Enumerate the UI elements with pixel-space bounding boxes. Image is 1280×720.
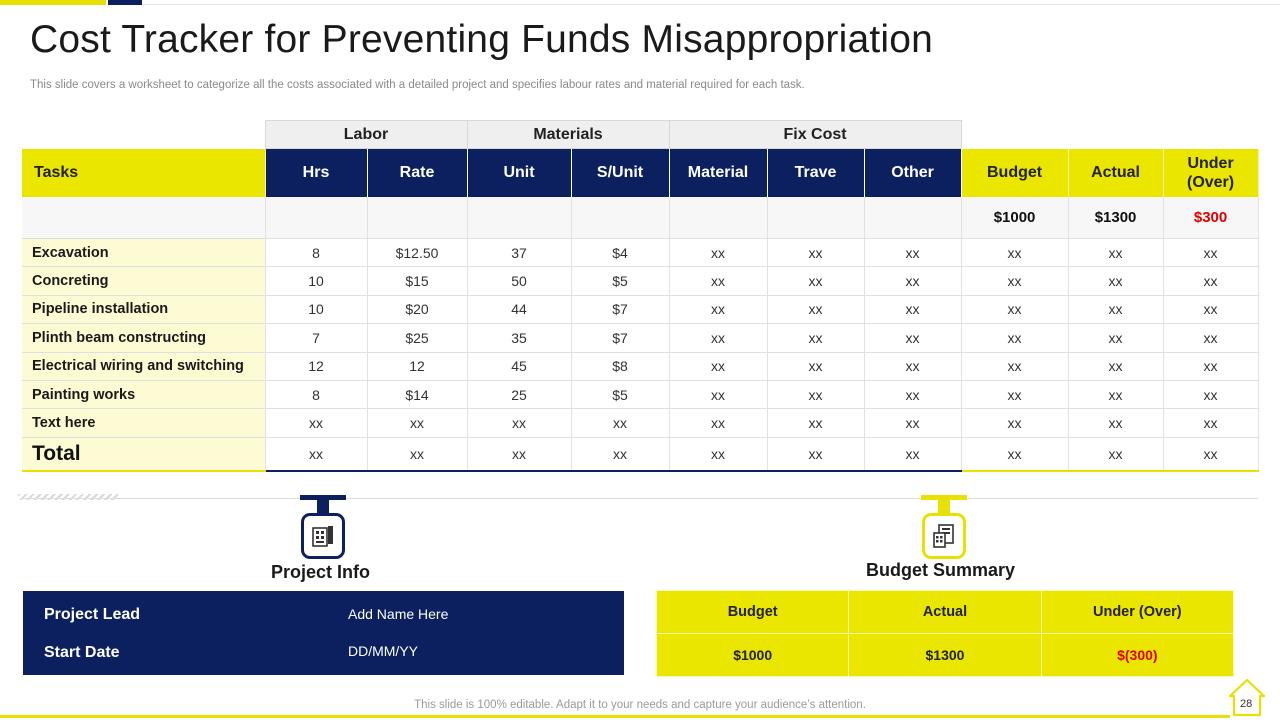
- cell-task: Text here: [22, 409, 265, 437]
- budget-summary-header-row: [657, 591, 1234, 634]
- group-header-row: [22, 121, 1258, 149]
- start-date-value: DD/MM/YY: [348, 643, 418, 659]
- cell-under-over: xx: [1163, 239, 1258, 267]
- section-divider: [22, 498, 1258, 499]
- table-row: [22, 380, 1258, 408]
- cell-trave: xx: [767, 239, 864, 267]
- summary-budget: $1000: [961, 197, 1068, 239]
- cell-under-over: xx: [1163, 324, 1258, 352]
- cell-actual: xx: [1068, 352, 1163, 380]
- cell-budget: xx: [961, 239, 1068, 267]
- cell-hrs: 8: [265, 239, 367, 267]
- document-icon: [921, 495, 967, 559]
- cell-actual: xx: [1068, 380, 1163, 408]
- cell-material: xx: [669, 324, 767, 352]
- cell-task: Electrical wiring and switching: [22, 352, 265, 380]
- cell-under-over: xx: [1163, 352, 1258, 380]
- group-fix-cost: Fix Cost: [669, 121, 961, 149]
- cell-other: xx: [864, 267, 961, 295]
- summary-cell: [669, 197, 767, 239]
- header-unit: Unit: [467, 149, 571, 197]
- cell-budget: xx: [961, 380, 1068, 408]
- cell-actual: xx: [1068, 239, 1163, 267]
- summary-cell: [864, 197, 961, 239]
- cell-unit: 37: [467, 239, 571, 267]
- cell-unit: 44: [467, 295, 571, 323]
- total-cell-other: xx: [864, 437, 961, 471]
- cell-unit: 25: [467, 380, 571, 408]
- cell-hrs: 8: [265, 380, 367, 408]
- total-row: [22, 437, 1258, 471]
- table-row: [22, 324, 1258, 352]
- cell-under-over: xx: [1163, 380, 1258, 408]
- cell-trave: xx: [767, 295, 864, 323]
- cell-other: xx: [864, 239, 961, 267]
- cell-trave: xx: [767, 324, 864, 352]
- cell-material: xx: [669, 409, 767, 437]
- summary-cell: [265, 197, 367, 239]
- budget-summary-under-over: $(300): [1041, 634, 1233, 677]
- cell-unit: xx: [467, 409, 571, 437]
- home-icon[interactable]: [1227, 677, 1267, 717]
- header-hrs: Hrs: [265, 149, 367, 197]
- header-other: Other: [864, 149, 961, 197]
- table-row: [22, 409, 1258, 437]
- cell-budget: xx: [961, 352, 1068, 380]
- table-row: [22, 295, 1258, 323]
- summary-cell: [22, 197, 265, 239]
- total-cell-rate: xx: [367, 437, 467, 471]
- cost-table-body: [22, 239, 1258, 438]
- total-cell-unit: xx: [467, 437, 571, 471]
- cell-s-unit: xx: [571, 409, 669, 437]
- cell-budget: xx: [961, 324, 1068, 352]
- cell-under-over: xx: [1163, 267, 1258, 295]
- table-row: [22, 352, 1258, 380]
- cell-task: Concreting: [22, 267, 265, 295]
- cell-rate: $14: [367, 380, 467, 408]
- header-material: Material: [669, 149, 767, 197]
- cell-s-unit: $8: [571, 352, 669, 380]
- cell-hrs: xx: [265, 409, 367, 437]
- cell-rate: $12.50: [367, 239, 467, 267]
- group-materials: Materials: [467, 121, 669, 149]
- cell-trave: xx: [767, 352, 864, 380]
- cell-rate: $20: [367, 295, 467, 323]
- cell-budget: xx: [961, 295, 1068, 323]
- total-cell-under-over: xx: [1163, 437, 1258, 471]
- project-info-title: Project Info: [271, 562, 371, 582]
- total-cell-budget: xx: [961, 437, 1068, 471]
- total-label: Total: [22, 437, 265, 471]
- clipboard-icon: [300, 495, 346, 559]
- summary-under-over: $300: [1163, 197, 1258, 239]
- cell-under-over: xx: [1163, 295, 1258, 323]
- start-date-label: Start Date: [44, 644, 120, 661]
- cell-other: xx: [864, 380, 961, 408]
- header-s-unit: S/Unit: [571, 149, 669, 197]
- header-trave: Trave: [767, 149, 864, 197]
- budget-summary-title: Budget Summary: [866, 560, 1016, 580]
- cell-hrs: 10: [265, 295, 367, 323]
- cell-task: Excavation: [22, 239, 265, 267]
- total-cell-hrs: xx: [265, 437, 367, 471]
- cell-s-unit: $5: [571, 267, 669, 295]
- slide-title: Cost Tracker for Preventing Funds Misappropriation: [30, 18, 934, 61]
- footer-note: This slide is 100% editable. Adapt it to your needs and capture your audience’s attention.: [414, 699, 866, 711]
- budget-summary-header-actual: Actual: [849, 591, 1041, 634]
- total-cell-material: xx: [669, 437, 767, 471]
- top-accent-yellow: [0, 0, 106, 5]
- cell-task: Pipeline installation: [22, 295, 265, 323]
- hatch-decoration: [18, 494, 118, 500]
- cell-s-unit: $7: [571, 295, 669, 323]
- cell-trave: xx: [767, 409, 864, 437]
- total-cell-s-unit: xx: [571, 437, 669, 471]
- summary-cell: [367, 197, 467, 239]
- cell-unit: 45: [467, 352, 571, 380]
- cost-tracker-table: [22, 120, 1259, 472]
- cell-actual: xx: [1068, 295, 1163, 323]
- header-under-over: Under (Over): [1163, 149, 1258, 197]
- group-blank: [22, 121, 265, 149]
- cell-actual: xx: [1068, 324, 1163, 352]
- cell-hrs: 12: [265, 352, 367, 380]
- cell-under-over: xx: [1163, 409, 1258, 437]
- project-info-box: [23, 591, 624, 675]
- total-cell-actual: xx: [1068, 437, 1163, 471]
- cell-task: Plinth beam constructing: [22, 324, 265, 352]
- header-rate: Rate: [367, 149, 467, 197]
- cell-other: xx: [864, 295, 961, 323]
- cell-material: xx: [669, 239, 767, 267]
- cell-trave: xx: [767, 380, 864, 408]
- cell-material: xx: [669, 295, 767, 323]
- cell-unit: 35: [467, 324, 571, 352]
- budget-summary-table: [656, 590, 1234, 677]
- cell-other: xx: [864, 324, 961, 352]
- cell-trave: xx: [767, 267, 864, 295]
- header-actual: Actual: [1068, 149, 1163, 197]
- summary-actual: $1300: [1068, 197, 1163, 239]
- cell-unit: 50: [467, 267, 571, 295]
- header-tasks: Tasks: [22, 149, 265, 197]
- cell-rate: xx: [367, 409, 467, 437]
- project-lead-label: Project Lead: [44, 606, 141, 623]
- summary-row: [22, 197, 1258, 239]
- cell-budget: xx: [961, 409, 1068, 437]
- budget-summary-budget: $1000: [657, 634, 849, 677]
- cell-s-unit: $7: [571, 324, 669, 352]
- cell-material: xx: [669, 352, 767, 380]
- budget-summary-header-under-over: Under (Over): [1041, 591, 1233, 634]
- cell-other: xx: [864, 352, 961, 380]
- summary-cell: [571, 197, 669, 239]
- budget-summary-actual: $1300: [849, 634, 1041, 677]
- table-row: [22, 267, 1258, 295]
- cell-s-unit: $5: [571, 380, 669, 408]
- cell-rate: $15: [367, 267, 467, 295]
- top-divider: [142, 4, 1280, 5]
- slide-subtitle: This slide covers a worksheet to categorize all the costs associated with a detailed project and specifies labour rates and material required for each task.: [30, 79, 805, 91]
- column-header-row: [22, 149, 1258, 197]
- total-cell-trave: xx: [767, 437, 864, 471]
- group-labor: Labor: [265, 121, 467, 149]
- cell-actual: xx: [1068, 267, 1163, 295]
- budget-summary-header-budget: Budget: [657, 591, 849, 634]
- cell-material: xx: [669, 380, 767, 408]
- project-lead-value: Add Name Here: [348, 606, 449, 622]
- cell-task: Painting works: [22, 380, 265, 408]
- cell-hrs: 7: [265, 324, 367, 352]
- page-number: 28: [1240, 698, 1253, 710]
- table-row: [22, 239, 1258, 267]
- budget-summary-value-row: [657, 634, 1234, 677]
- cell-budget: xx: [961, 267, 1068, 295]
- cell-material: xx: [669, 267, 767, 295]
- cell-actual: xx: [1068, 409, 1163, 437]
- cell-other: xx: [864, 409, 961, 437]
- group-blank: [961, 121, 1258, 149]
- header-budget: Budget: [961, 149, 1068, 197]
- summary-cell: [467, 197, 571, 239]
- top-accent-navy: [108, 0, 142, 5]
- bottom-accent-line: [0, 715, 1230, 718]
- cell-s-unit: $4: [571, 239, 669, 267]
- cell-hrs: 10: [265, 267, 367, 295]
- summary-cell: [767, 197, 864, 239]
- cell-rate: $25: [367, 324, 467, 352]
- cell-rate: 12: [367, 352, 467, 380]
